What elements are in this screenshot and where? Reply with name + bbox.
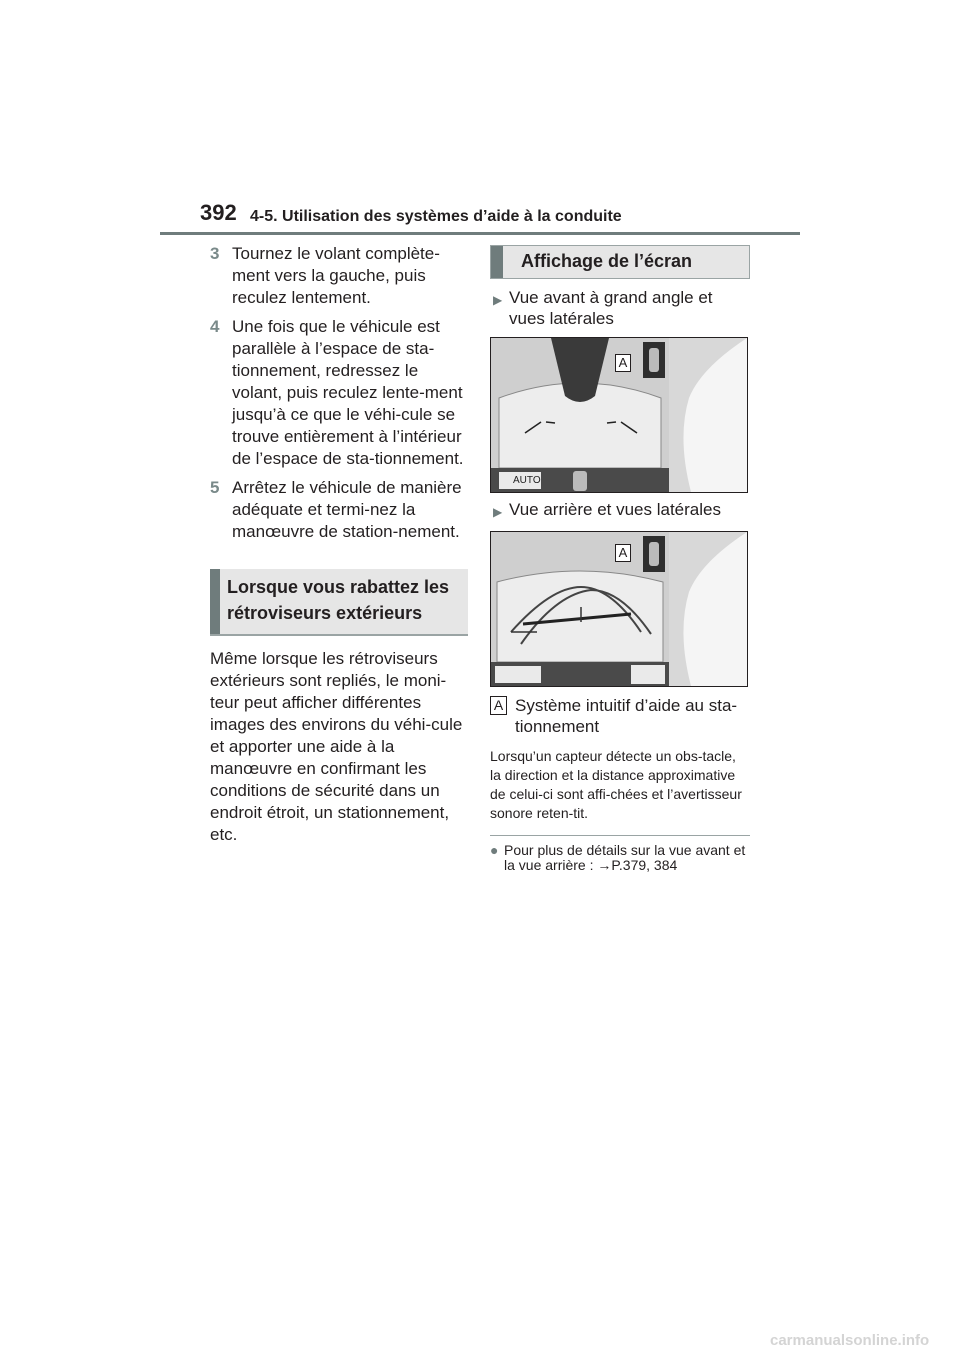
legend-description: Lorsqu’un capteur détecte un obs-tacle, la direction et la distance approximative de celui-ci sont affi-chées et l’avertisseur sonore reten-tit.	[490, 748, 742, 821]
step-number: 4	[210, 317, 220, 336]
auto-label: AUTO	[513, 475, 541, 486]
rear-view-screen	[490, 531, 748, 687]
view1-item	[493, 287, 750, 329]
step-3	[210, 243, 468, 309]
screen-display-heading-box	[490, 245, 750, 279]
legend-a	[490, 695, 750, 737]
step-text: Une fois que le véhicule est parallèle à l’espace de sta-tionnement, redressez le volant, puis reculez lente-ment jusqu’à ce que le véhi-cule se trouve entièrement à l’intérieur de l’espace de sta-tionnement.	[232, 317, 464, 468]
section-title: 4-5. Utilisation des systèmes d’aide à la conduite	[250, 208, 622, 225]
watermark: carmanualsonline.info	[770, 1332, 930, 1349]
step-number: 5	[210, 478, 220, 497]
view2-item	[493, 499, 750, 523]
step-text: Arrêtez le véhicule de manière adéquate et termi-nez la manœuvre de station-nement.	[232, 478, 462, 541]
note-divider	[490, 835, 750, 836]
page-header	[0, 0, 960, 240]
triangle-bullet-icon: ▶	[493, 505, 503, 519]
left-column	[210, 243, 468, 846]
mirrors-folded-paragraph: Même lorsque les rétroviseurs extérieurs sont repliés, le moni-teur peut afficher différentes images des environs du véhi-cule et apporter une aide à la manœuvre en confirmant les conditions de sécurité dans un endroit étroit, un stationnement, etc.	[210, 649, 463, 844]
header-divider	[160, 232, 800, 235]
step-text: Tournez le volant complète-ment vers la gauche, puis reculez lentement.	[232, 244, 440, 307]
mirrors-folded-heading: Lorsque vous rabattez les rétroviseurs extérieurs	[227, 577, 450, 623]
legend-text: Système intuitif d’aide au sta-tionnement	[515, 696, 738, 736]
circle-bullet-icon: ●	[490, 842, 499, 858]
note-text: Pour plus de détails sur la vue avant et la vue arrière : →P.379, 384	[504, 842, 746, 873]
mirrors-folded-heading-box	[210, 569, 468, 636]
screen-marker-a: A	[615, 354, 631, 372]
page-number: 392	[200, 200, 237, 225]
view2-label: Vue arrière et vues latérales	[509, 500, 721, 519]
triangle-bullet-icon: ▶	[493, 293, 503, 307]
note-item	[490, 843, 750, 873]
step-5	[210, 477, 468, 543]
step-number: 3	[210, 244, 220, 263]
right-column	[490, 245, 750, 873]
screen-marker-a: A	[615, 544, 631, 562]
heading-accent-bar	[210, 569, 220, 634]
view1-label: Vue avant à grand angle et vues latérales	[509, 288, 713, 328]
step-4	[210, 316, 468, 470]
heading-accent-bar	[491, 246, 503, 278]
front-wide-view-screen	[490, 337, 748, 493]
screen-display-heading: Affichage de l’écran	[521, 251, 693, 271]
legend-marker-a: A	[490, 696, 507, 715]
